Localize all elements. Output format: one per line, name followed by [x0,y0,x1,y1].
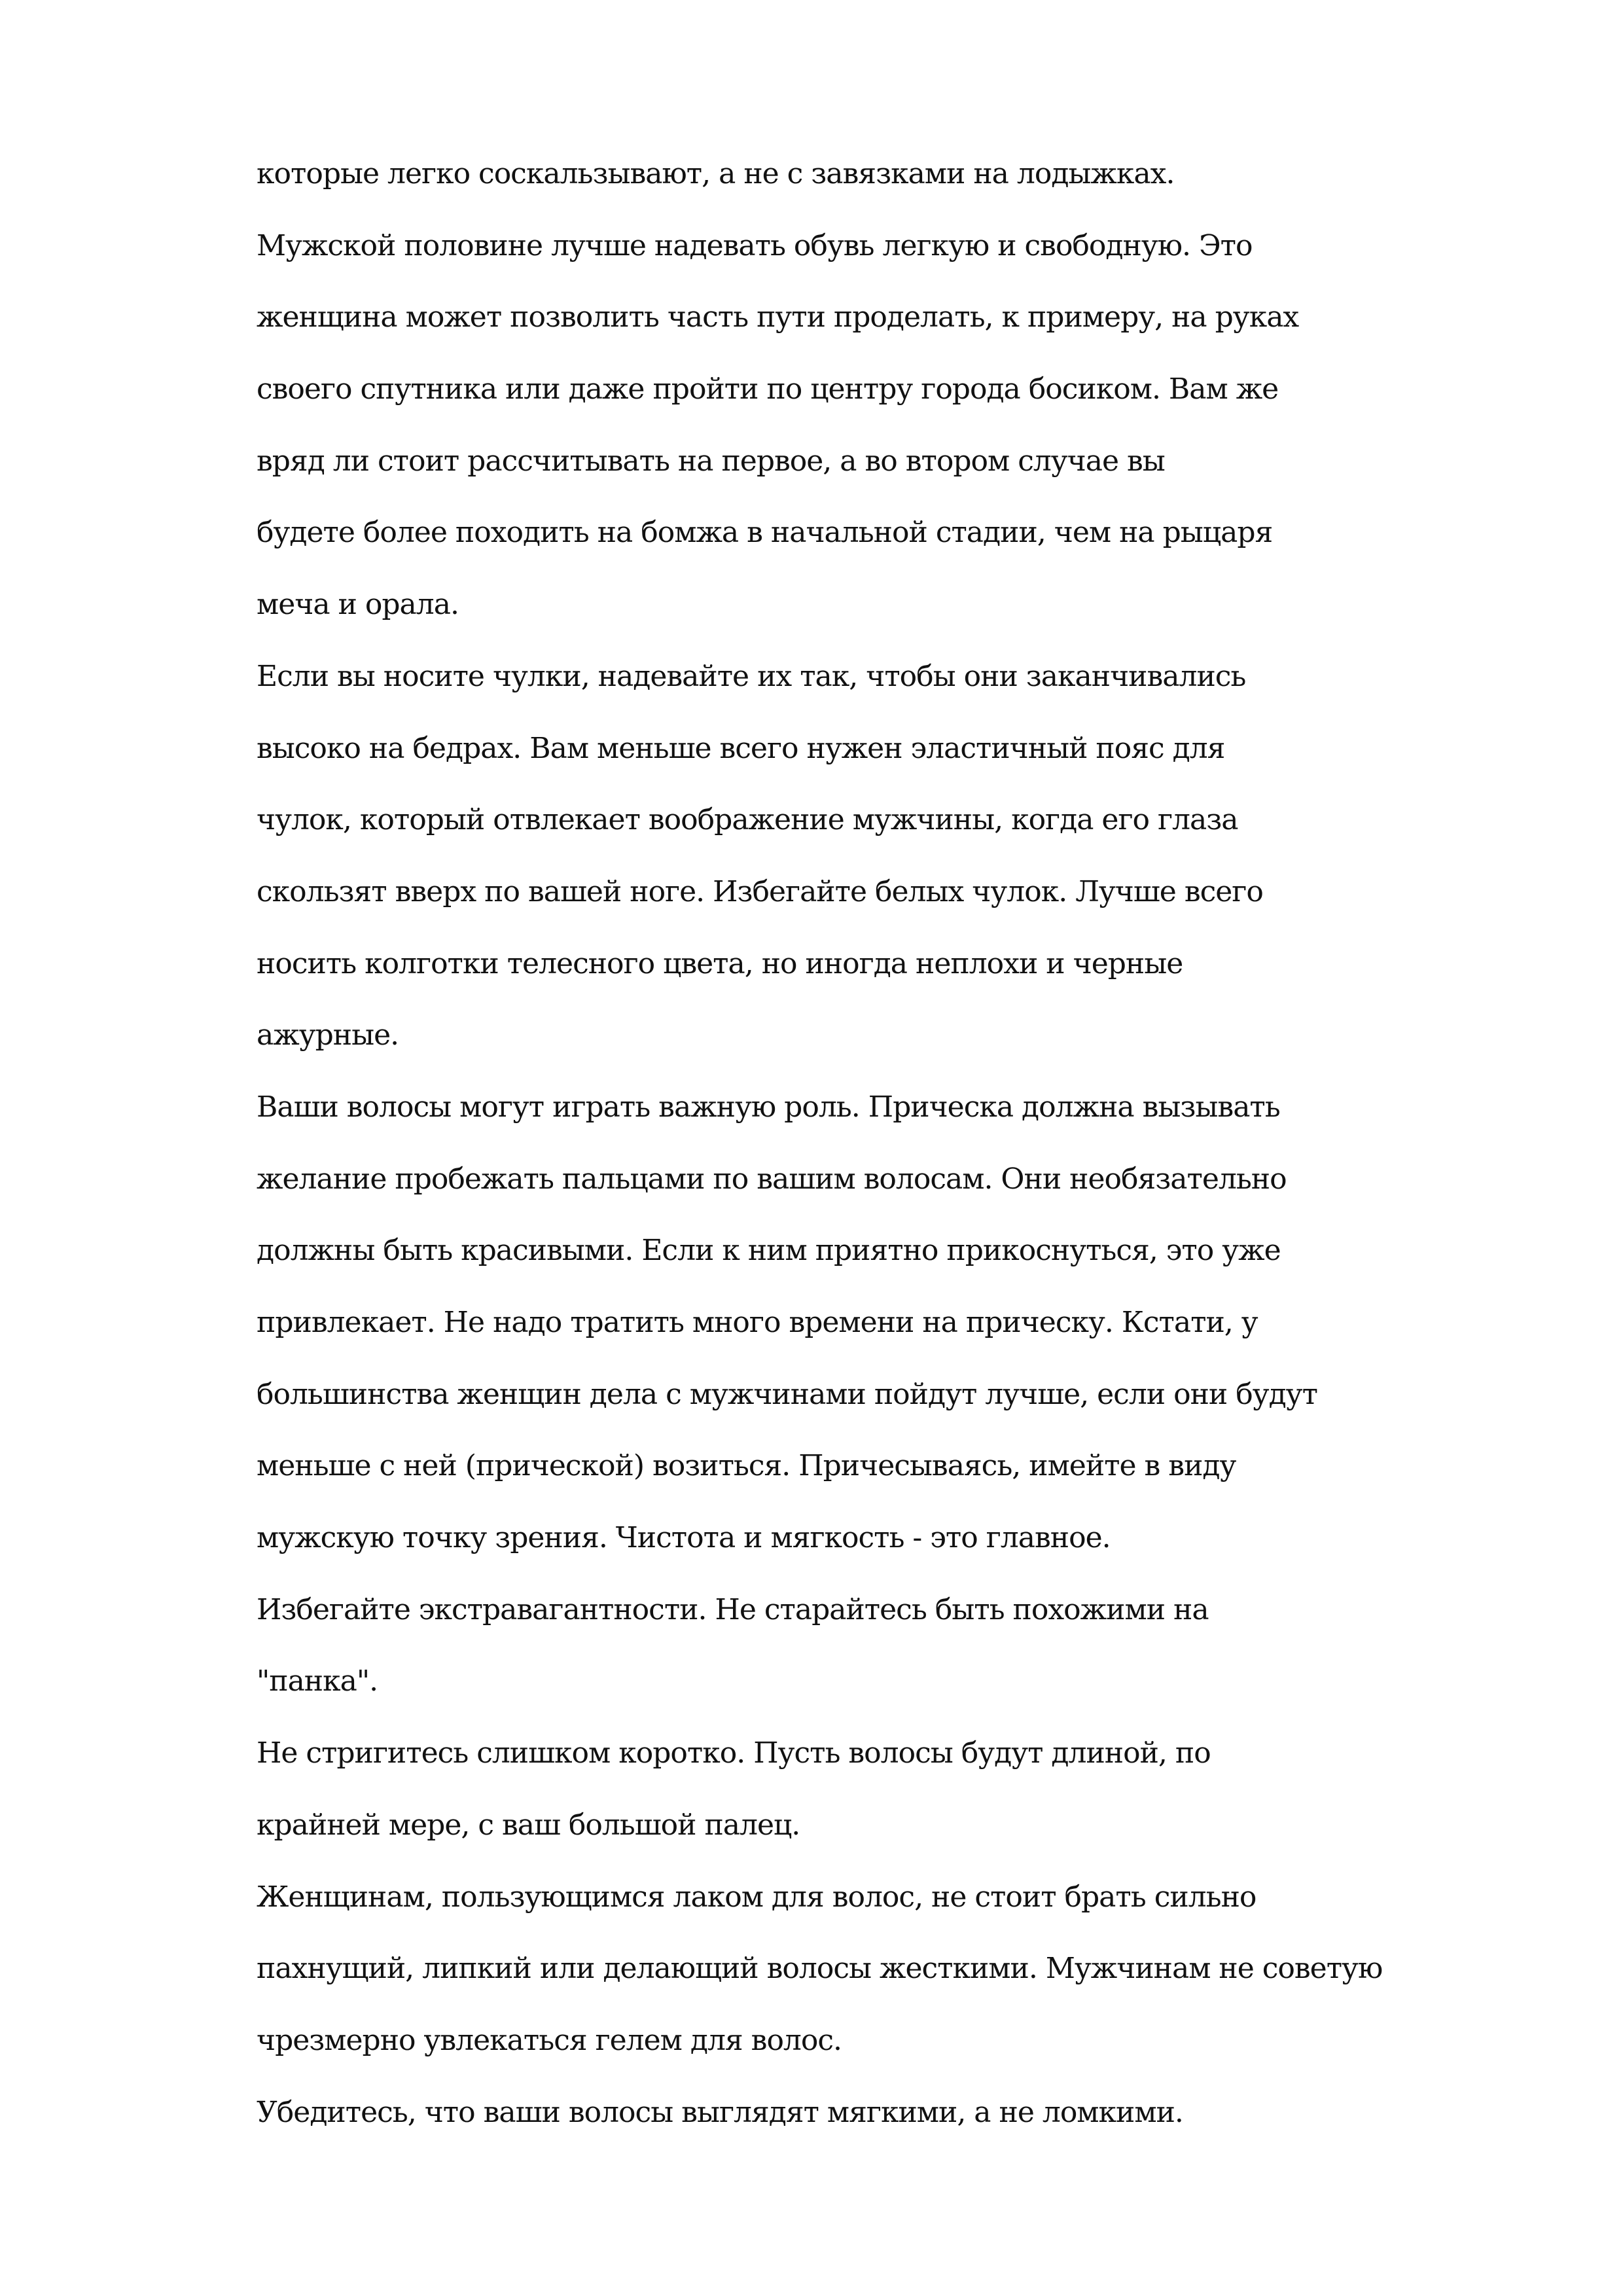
text-line: Избегайте экстравагантности. Не старайтесь быть похожими на [257,1592,1209,1626]
text-line: привлекает. Не надо тратить много времени на прическу. Кстати, у [257,1306,1258,1339]
text-line: своего спутника или даже пройти по центру города босиком. Вам же [257,372,1279,406]
text-line: чулок, который отвлекает воображение мужчины, когда его глаза [257,803,1238,837]
text-line: Не стригитесь слишком коротко. Пусть волосы будут длиной, по [257,1736,1211,1770]
text-line: вряд ли стоит рассчитывать на первое, а во втором случае вы [257,444,1165,478]
text-line: Убедитесь, что ваши волосы выглядят мягкими, а не ломкими. [257,2095,1183,2129]
text-line: Мужской половине лучше надевать обувь легкую и свободную. Это [257,228,1253,262]
text-line: Ваши волосы могут играть важную роль. Прическа должна вызывать [257,1090,1280,1124]
text-line: большинства женщин дела с мужчинами пойдут лучше, если они будут [257,1377,1317,1411]
text-line: меньше с ней (прической) возиться. Причесываясь, имейте в виду [257,1449,1236,1483]
text-line: чрезмерно увлекаться гелем для волос. [257,2023,842,2057]
text-line: пахнущий, липкий или делающий волосы жесткими. Мужчинам не советую [257,1952,1383,1986]
text-line: носить колготки телесного цвета, но иногда неплохи и черные [257,946,1183,980]
text-line: которые легко соскальзывают, а не с завязками на лодыжках. [257,157,1175,190]
text-line: должны быть красивыми. Если к ним приятно прикоснуться, это уже [257,1234,1281,1268]
text-line: Женщинам, пользующимся лаком для волос, не стоит брать сильно [257,1880,1257,1914]
text-line: скользят вверх по вашей ноге. Избегайте белых чулок. Лучше всего [257,874,1263,908]
text-line: желание пробежать пальцами по вашим волосам. Они необязательно [257,1162,1287,1196]
text-line: ажурные. [257,1018,399,1052]
text-line: Если вы носите чулки, надевайте их так, чтобы они заканчивались [257,659,1246,693]
text-line: крайней мере, с ваш большой палец. [257,1808,800,1842]
text-line: "панка". [257,1664,378,1698]
body-text [257,148,1421,2158]
text-line: меча и орала. [257,588,459,622]
text-line: мужскую точку зрения. Чистота и мягкость - это главное. [257,1521,1111,1555]
text-line: высоко на бедрах. Вам меньше всего нужен эластичный пояс для [257,731,1225,765]
text-line: женщина может позволить часть пути проделать, к примеру, на руках [257,300,1299,334]
text-line: будете более походить на бомжа в начальной стадии, чем на рыцаря [257,516,1273,550]
